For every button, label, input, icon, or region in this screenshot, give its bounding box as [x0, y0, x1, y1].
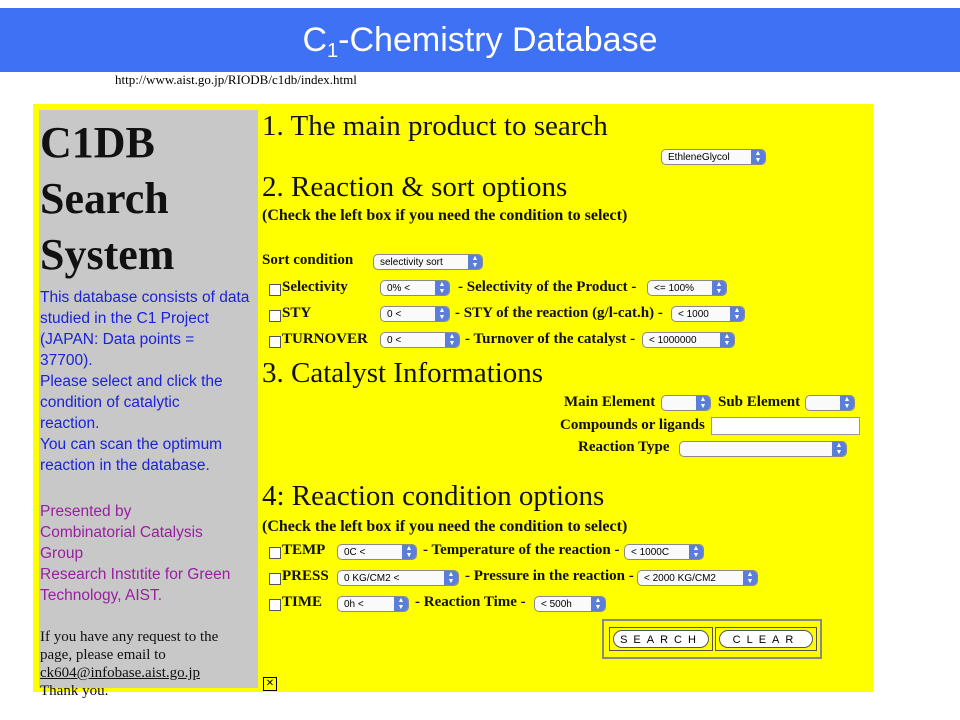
presented-line: Group: [40, 545, 84, 562]
updown-arrow-icon: ▲ ▼: [468, 255, 482, 269]
updown-arrow-icon: ▲ ▼: [402, 545, 416, 559]
desc-line: Please select and click the: [40, 373, 223, 390]
press-desc: - Pressure in the reaction -: [465, 568, 634, 584]
section-2-note: (Check the left box if you need the condition to select): [262, 207, 628, 224]
updown-arrow-icon: ▲ ▼: [689, 545, 703, 559]
temp-min-select[interactable]: [337, 544, 417, 560]
desc-line: (JAPAN: Data points =: [40, 331, 195, 348]
button-frame: [602, 619, 822, 659]
sidebar-contact: [40, 628, 258, 700]
select-value: 0C <: [344, 547, 366, 558]
select-value: < 1000000: [649, 335, 697, 346]
turnover-checkbox[interactable]: [269, 336, 281, 348]
sty-checkbox[interactable]: [269, 310, 281, 322]
turnover-label: TURNOVER: [282, 331, 368, 347]
sty-label: STY: [282, 305, 312, 321]
selectivity-label: Selectivity: [282, 279, 348, 295]
press-label: PRESS: [282, 568, 329, 584]
time-checkbox[interactable]: [269, 599, 281, 611]
updown-arrow-icon: ▲ ▼: [712, 281, 726, 295]
clear-button[interactable]: CLEAR: [719, 630, 813, 648]
sub-element-select[interactable]: [805, 395, 855, 411]
turnover-min-select[interactable]: [380, 332, 460, 348]
presented-line: Combinatorial Catalysis: [40, 524, 203, 541]
slide-title: [0, 8, 960, 72]
section-3-heading: 3. Catalyst Informations: [262, 357, 544, 389]
updown-arrow-icon: ▲ ▼: [720, 333, 734, 347]
desc-line: condition of catalytic: [40, 394, 180, 411]
selectivity-checkbox[interactable]: [269, 284, 281, 296]
time-desc: - Reaction Time -: [415, 594, 526, 610]
title-rest: -Chemistry Database: [338, 21, 658, 59]
sty-max-select[interactable]: [671, 306, 745, 322]
compounds-input[interactable]: [711, 417, 860, 435]
desc-line: studied in the C1 Project: [40, 310, 209, 327]
contact-thanks: Thank you.: [40, 683, 109, 699]
select-value: < 1000C: [631, 547, 670, 558]
select-value: 0 <: [387, 335, 402, 346]
product-select[interactable]: [661, 149, 766, 165]
press-max-select[interactable]: [637, 570, 758, 586]
brand-line-1: C1DB: [40, 118, 155, 167]
press-min-select[interactable]: [337, 570, 459, 586]
time-max-select[interactable]: [534, 596, 606, 612]
title-subscript: 1: [327, 40, 339, 62]
title-main: C: [302, 21, 328, 59]
select-value: 0h <: [344, 599, 364, 610]
desc-line: reaction.: [40, 415, 100, 432]
presented-line: Technology, AIST.: [40, 587, 163, 604]
search-button[interactable]: SEARCH: [613, 630, 709, 648]
updown-arrow-icon: ▲ ▼: [591, 597, 605, 611]
updown-arrow-icon: ▲ ▼: [444, 571, 458, 585]
sty-min-select[interactable]: [380, 306, 450, 322]
sidebar-description: [40, 287, 258, 476]
temp-desc: - Temperature of the reaction -: [423, 542, 620, 558]
product-select-value: EthleneGlycol: [668, 152, 730, 163]
updown-arrow-icon: ▲ ▼: [840, 396, 854, 410]
turnover-max-select[interactable]: [642, 332, 735, 348]
desc-line: 37700).: [40, 352, 93, 369]
updown-arrow-icon: ▲ ▼: [445, 333, 459, 347]
desc-line: You can scan the optimum: [40, 436, 223, 453]
broken-image-icon: ✕: [263, 677, 277, 691]
reaction-type-label: Reaction Type: [578, 439, 670, 455]
select-value: < 500h: [541, 599, 572, 610]
selectivity-max-select[interactable]: [647, 280, 727, 296]
desc-line: This database consists of data: [40, 289, 250, 306]
section-1-heading: 1. The main product to search: [262, 110, 608, 142]
contact-line: If you have any request to the: [40, 629, 219, 645]
select-value: < 2000 KG/CM2: [644, 573, 716, 584]
compounds-label: Compounds or ligands: [560, 417, 705, 433]
presented-line: Presented by: [40, 503, 132, 520]
select-value: 0 <: [387, 309, 402, 320]
updown-arrow-icon: ▲ ▼: [751, 150, 765, 164]
time-min-select[interactable]: [337, 596, 409, 612]
sort-select-value: selectivity sort: [380, 257, 443, 268]
brand-title: [40, 115, 258, 283]
page-url: http://www.aist.go.jp/RIODB/c1db/index.html: [115, 72, 357, 87]
updown-arrow-icon: ▲ ▼: [832, 442, 846, 456]
main-element-select[interactable]: [661, 395, 711, 411]
sty-desc: - STY of the reaction (g/l-cat.h) -: [455, 305, 663, 321]
brand-line-2: Search: [40, 174, 169, 223]
select-value: < 1000: [678, 309, 709, 320]
updown-arrow-icon: ▲ ▼: [435, 307, 449, 321]
contact-line: page, please email to: [40, 647, 166, 663]
sort-condition-select[interactable]: [373, 254, 483, 270]
presented-line: Research Instıtite for Green: [40, 566, 231, 583]
updown-arrow-icon: ▲ ▼: [696, 396, 710, 410]
time-label: TIME: [282, 594, 323, 610]
contact-email-link[interactable]: ck604@infobase.aist.go.jp: [40, 665, 201, 681]
sub-element-label: Sub Element: [718, 394, 801, 410]
select-value: <= 100%: [654, 283, 695, 294]
brand-line-3: System: [40, 230, 175, 279]
updown-arrow-icon: ▲ ▼: [730, 307, 744, 321]
sort-condition-label: Sort condition: [262, 252, 354, 268]
section-4-note: (Check the left box if you need the condition to select): [262, 518, 628, 535]
temp-label: TEMP: [282, 542, 326, 558]
reaction-type-select[interactable]: [679, 441, 847, 457]
desc-line: reaction in the database.: [40, 457, 210, 474]
database-panel: [33, 104, 873, 699]
temp-checkbox[interactable]: [269, 547, 281, 559]
temp-max-select[interactable]: [624, 544, 704, 560]
select-value: 0% <: [387, 283, 411, 294]
updown-arrow-icon: ▲ ▼: [394, 597, 408, 611]
selectivity-desc: - Selectivity of the Product -: [458, 279, 637, 295]
sidebar-presented-by: [40, 501, 258, 606]
updown-arrow-icon: ▲ ▼: [435, 281, 449, 295]
press-checkbox[interactable]: [269, 573, 281, 585]
updown-arrow-icon: ▲ ▼: [743, 571, 757, 585]
selectivity-min-select[interactable]: [380, 280, 450, 296]
select-value: 0 KG/CM2 <: [344, 573, 400, 584]
section-4-heading: 4: Reaction condition options: [262, 480, 605, 512]
section-2-heading: 2. Reaction & sort options: [262, 171, 568, 203]
sidebar: [39, 110, 258, 699]
main-element-label: Main Element: [564, 394, 656, 410]
turnover-desc: - Turnover of the catalyst -: [465, 331, 636, 347]
